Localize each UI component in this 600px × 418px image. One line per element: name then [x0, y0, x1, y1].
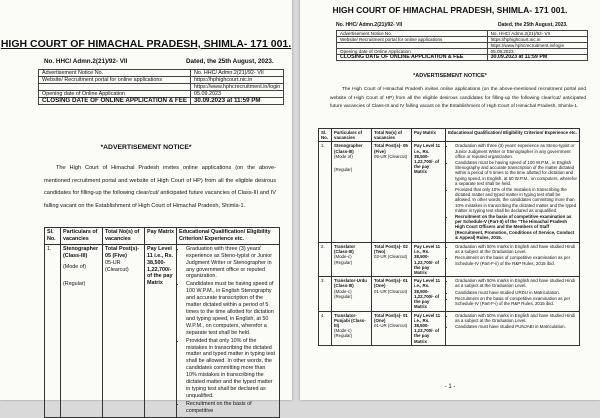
info-row: [39, 70, 284, 77]
post-cell: [332, 277, 372, 311]
pay-matrix: Pay Level 11 i.e., Rs. 38,500-1,22,700/- of the pay Matrix: [412, 243, 446, 277]
post-cell: [61, 244, 103, 417]
table-row: [319, 311, 580, 345]
column-header: Particulars of vacancies: [61, 228, 103, 245]
vacancy-total: Total Post(s)- 05 (Five): [105, 245, 140, 259]
table-row: [319, 142, 580, 243]
pay-matrix: Pay Level 11 i.e., Rs. 38,500-1,22,700/- of the pay Matrix: [145, 244, 177, 417]
advertisement-heading: *ADVERTISEMENT NOTICE*: [413, 73, 487, 79]
table-row: [45, 244, 280, 417]
document-page-right: [300, 0, 600, 400]
column-header: Particulars of vacancies: [332, 129, 372, 142]
post-category: (Regular): [334, 293, 353, 299]
post-cell: [332, 311, 372, 345]
serial-number: 3.: [319, 277, 332, 311]
notice-date: Dated, the 25th August, 2023.: [498, 22, 568, 28]
qualification-cell: [446, 142, 580, 243]
post-mode: (Mode of): [63, 263, 87, 270]
reference-number: No. HHC/ Admn.2(21)/92- VII: [336, 22, 403, 28]
post-category: (Regular): [334, 259, 353, 265]
info-value: 30.09.2023 at 11:59 PM: [487, 55, 587, 61]
column-header: Pay Matrix: [145, 228, 177, 245]
vacancy-detail: 05-UR (Clearcut): [105, 259, 129, 273]
vacancy-total: Total Post(s)- 05 (Five): [374, 143, 408, 154]
info-value: 05.09.2023: [487, 49, 587, 55]
post-name: Stenographer (Class-III): [63, 245, 99, 259]
post-category: (Regular): [63, 280, 86, 287]
notice-date: Dated, the 25th August, 2023.: [186, 58, 274, 65]
qualification-cell: [446, 243, 580, 277]
info-value: 30.09.2023 at 11:59 PM: [190, 98, 283, 105]
info-label: Website/ Recruitment portal for online applications: [39, 77, 191, 84]
qualification-item: • Provided that only 10% of the mistakes in transcribing the dictated matter and typed matter in typing test shall be allowed. In other words, the candidates committing more than 10% mistakes in transcribing the dictated matter and the typed matter in typing test shall be declared as unqualified.: [186, 338, 277, 400]
info-value: https://hphighcourt.nic.in: [487, 37, 587, 43]
post-mode: (Mode-c): [334, 288, 352, 294]
serial-number: 1.: [45, 244, 61, 417]
info-value: https://www.hphcrecruitment.in/login: [190, 84, 283, 91]
reference-number: No. HHC/ Admn.2(21)/92- VII: [44, 58, 128, 65]
vacancy-cell: [372, 277, 412, 311]
serial-number: 4.: [319, 311, 332, 345]
qualification-item: • Graduation with three (3) years' experience as Steno-typist or Junior Judgment Writer or Stenographer in any government office or reputed organization.: [455, 143, 577, 159]
post-name: Translator-Punjabi (Class-III): [334, 312, 366, 328]
post-name: Translator-Urdu (Class-III): [334, 278, 367, 289]
info-label: Opening date of Online Application: [39, 91, 191, 98]
qualification-item: • Graduation with 50% marks in English and have studied Hindi as a subject at the Graduation Level.: [455, 244, 577, 254]
document-page-left: [0, 0, 292, 414]
vacancy-detail: 01-UR (Clearcut): [374, 322, 408, 328]
vacancy-table: [44, 227, 280, 418]
post-mode: (Mode-c): [334, 254, 352, 260]
info-value: https://hphighcourt.nic.in: [190, 77, 283, 84]
pay-matrix: Pay Level 11 i.e., Rs. 38,500-1,22,700/- of the pay Matrix: [412, 311, 446, 345]
post-category: (Regular): [334, 167, 353, 173]
notice-info-table: [38, 69, 284, 105]
qualification-item: • Graduation with 50% marks in English and have studied Hindi as a subject at the Graduation Level.: [455, 278, 577, 288]
info-row: [39, 84, 284, 91]
column-header: Total No(s) of vacancies: [372, 129, 412, 142]
qualification-item: • Graduation with 50% marks in English and have studied Hindi as a subject at the Graduation Level.: [455, 313, 577, 323]
court-title: HIGH COURT OF HIMACHAL PRADESH, SHIMLA- 171 001.: [332, 5, 568, 15]
qualification-item: • Recruitment on the basis of competitive examination as per Schedule-IV (Part-F-i) of the R&P Rules, 2015 ibid.: [455, 296, 577, 306]
qualification-item: • Recruitment on the basis of competitive: [186, 401, 277, 415]
page-number: - 1 -: [444, 384, 456, 390]
post-mode: (Mode of): [334, 153, 353, 159]
court-title: HIGH COURT OF HIMACHAL PRADESH, SHIMLA- 171 001.: [0, 38, 292, 50]
info-label: CLOSING DATE OF ONLINE APPLICATION & FEE: [39, 98, 191, 105]
vacancy-detail: 05-UR (Clearcut): [374, 153, 408, 159]
post-name: Translator (Class-III): [334, 244, 356, 255]
serial-number: 2.: [319, 243, 332, 277]
vacancy-total: Total Post(s)- 02 (Two): [374, 244, 408, 255]
table-header-row: [45, 228, 280, 245]
post-mode: (Mode-c): [334, 328, 352, 334]
vacancy-table: [318, 128, 580, 346]
column-header: Sl. No.: [45, 228, 61, 245]
vacancy-cell: [372, 311, 412, 345]
intro-paragraph: The High Court of Himachal Pradesh invites online applications (on the above-mentioned recruitment portal and website of High Court of HP) from all the eligible desirous candidates for filling-up the following clear/cut/ anticipated future vacancies of Class-III and IV falling vacant on the Establishment of High Court of Himachal Pradesh, Shimla-1.: [44, 165, 276, 209]
column-header: Educational Qualification/ Eligibility Criterion/ Experience etc.: [177, 228, 280, 245]
column-header: Educational Qualification/ Eligibility Criterion/ Experience etc.: [446, 129, 580, 142]
info-value: No. HHC/ Admn.2(21)/92- VII: [487, 31, 587, 37]
table-row: [319, 277, 580, 311]
info-row: [39, 77, 284, 84]
info-row-closing-date: [39, 98, 284, 105]
qualification-item: • Provided that only 10% of the mistakes in transcribing the dictated matter and typed matter in typing test shall be allowed. In other words, the candidates committing more than 10% mistakes in transcribing the dictated matter and the typed matter in typing test shall be declared as unqualified.: [455, 187, 577, 213]
vacancy-cell: [372, 243, 412, 277]
column-header: Sl. No.: [319, 129, 332, 142]
qualification-item: • Candidates must have studied URDU in Matriculation.: [455, 290, 577, 295]
info-label: Advertisement Notice No.: [337, 31, 488, 37]
column-header: Pay Matrix: [412, 129, 446, 142]
info-label: CLOSING DATE OF ONLINE APPLICATION & FEE: [337, 55, 488, 61]
info-label: Advertisement Notice No.: [39, 70, 191, 77]
post-cell: [332, 142, 372, 243]
table-header-row: [319, 129, 580, 142]
qualification-item: • Candidates must be having speed of 100 W.P.M., in English Stenography and accurate transcription of the matter dictated within a period of 5 times to the time allotted for dictation and typing speed, in English, at 50 W.P.M., on computers, wherefor a separate test shall be held.: [455, 160, 577, 186]
qualification-item: • Candidates must be having speed of 100 W.P.M., in English Stenography and accurate transcription of the matter dictated within a period of 5 times to the time allotted for dictation and typing speed, in English, at 50 W.P.M., on computers, wherefor a separate test shall be held.: [186, 281, 277, 336]
table-row: [319, 243, 580, 277]
vacancy-total: Total Post(s)- 01 (One): [374, 278, 408, 289]
advertisement-heading: *ADVERTISEMENT NOTICE*: [100, 144, 192, 151]
info-value: https://www.hphcrecruitment.in/login: [487, 43, 587, 49]
qualification-cell: [177, 244, 280, 417]
column-header: Total No(s) of vacancies: [103, 228, 145, 245]
serial-number: 1.: [319, 142, 332, 243]
vacancy-total: Total Post(s)- 01 (One): [374, 312, 408, 323]
qualification-item: • Graduation with three (3) years' experience as Steno-typist or Junior Judgment Writer or Stenographer in any government office or reputed organization.: [186, 246, 277, 281]
qualification-cell: [446, 311, 580, 345]
qualification-item: • Candidates must have studied PUNJABI in Matriculation.: [455, 324, 577, 329]
post-category: (Regular): [334, 333, 353, 339]
intro-paragraph: The High Court of Himachal Pradesh invites online applications (on the above-mentioned recruitment portal and website of High Court of HP) from all the eligible desirous candidates for filling-up the following clear/cut/ anticipated future vacancies of Class-III and IV falling vacant on the Establishment of High Court of Himachal Pradesh, Shimla-1.: [330, 87, 586, 109]
notice-info-table: [336, 30, 588, 61]
vacancy-detail: 01-UR (Clearcut): [374, 288, 408, 294]
pay-matrix: Pay Level 11 i.e., Rs. 38,500-1,22,700/- of the pay Matrix: [412, 142, 446, 243]
info-value: No. HHC/ Admn.2(21)/92- VII: [190, 70, 283, 77]
vacancy-cell: [372, 142, 412, 243]
info-row-closing-date: [337, 55, 588, 61]
info-value: 05.09.2023: [190, 91, 283, 98]
post-cell: [332, 243, 372, 277]
vacancy-cell: [103, 244, 145, 417]
info-label: Website/ Recruitment portal for online applications: [337, 37, 488, 43]
qualification-cell: [446, 277, 580, 311]
info-label: Opening date of Online Application: [337, 49, 488, 55]
post-name: Stenographer (Class-III): [334, 143, 363, 154]
pay-matrix: Pay Level 11 i.e., Rs. 38,500-1,22,700/- of the pay Matrix: [412, 277, 446, 311]
qualification-item: • Recruitment on the basis of competitive examination as per Schedule-V (Part-II) of the "The Himachal Pradesh High Court Officers and the Members of Staff (Recruitment, Promotion, Conditions of Service, Conduct & Appeal) Rules, 2015.: [455, 214, 577, 240]
vacancy-detail: 02-UR (Clearcut): [374, 254, 408, 260]
qualification-item: • Recruitment on the basis of competitive examination as per Schedule-IV (Part-F-ii) of the R&P Rules, 2015 ibid.: [455, 255, 577, 265]
info-label: [39, 84, 191, 91]
